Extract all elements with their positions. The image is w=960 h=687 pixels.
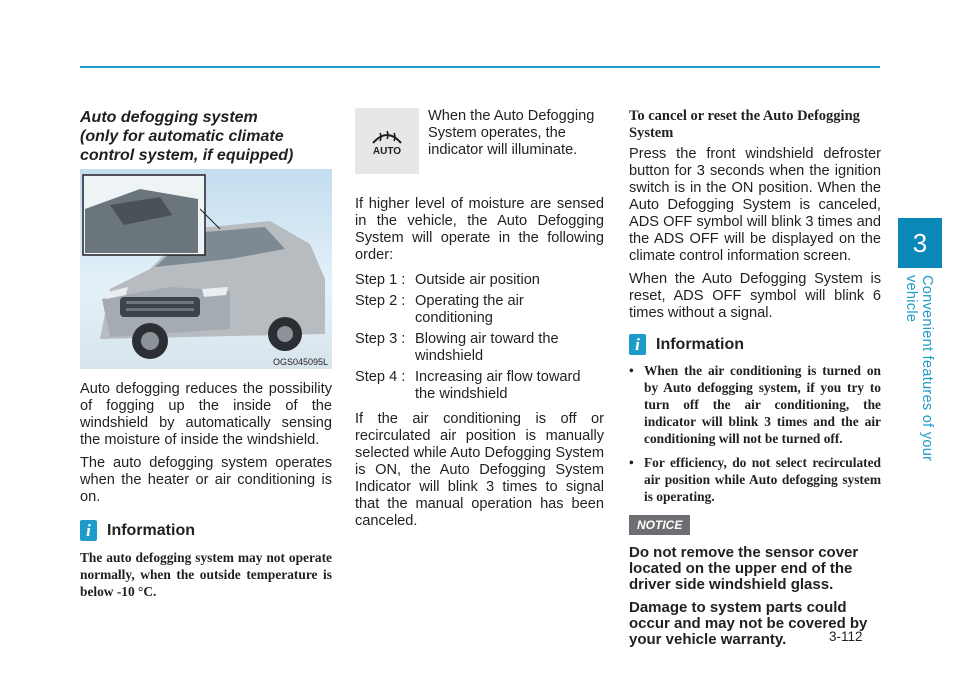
car-image bbox=[80, 169, 332, 369]
paragraph: Auto defogging reduces the possibility of fogging up the inside of the windshield by automatically sensing the moisture of inside the windshield. bbox=[80, 381, 332, 448]
middle-column bbox=[355, 108, 604, 536]
information-title: Information bbox=[107, 521, 195, 539]
right-column bbox=[629, 108, 881, 655]
section-heading bbox=[80, 108, 332, 165]
heading-line: (only for automatic climate bbox=[80, 128, 284, 145]
section-heading: To cancel or reset the Auto Defogging System bbox=[629, 108, 860, 141]
step-text: Increasing air flow toward the windshield bbox=[415, 369, 581, 402]
chapter-tab: 3 bbox=[898, 218, 942, 268]
info-bullet: • When the air conditioning is turned on by Auto defogging system, if you try to turn off the air conditioning, the indicator will blink 3 times and the air conditioning will not be turned off. bbox=[629, 362, 881, 447]
page-number: 3-112 bbox=[829, 629, 863, 644]
step-text: Outside air position bbox=[415, 272, 540, 288]
paragraph: When the Auto Defogging System is reset, ADS OFF symbol will blink 6 times without a signal. bbox=[629, 271, 881, 321]
indicator-description: When the Auto Defogging System operates, the indicator will illuminate. bbox=[428, 108, 595, 158]
suv-illustration bbox=[80, 169, 332, 369]
information-heading bbox=[629, 334, 881, 355]
indicator-row bbox=[355, 108, 604, 178]
paragraph: The auto defogging system operates when the heater or air conditioning is on. bbox=[80, 455, 332, 505]
notice-text: Damage to system parts could occur and may not be covered by your vehicle warranty. bbox=[629, 599, 868, 648]
step-item bbox=[355, 331, 604, 365]
auto-defog-indicator bbox=[355, 108, 419, 174]
windshield-defog-icon bbox=[370, 125, 404, 145]
step-text: Blowing air toward the windshield bbox=[415, 331, 559, 364]
info-icon: i bbox=[629, 334, 646, 355]
paragraph: If the air conditioning is off or recirculated air position is manually selected while Auto Defogging System is ON, the Auto Defogging System Indicator will blink 3 times to signal that the manual operation has been canceled. bbox=[355, 411, 604, 529]
information-title: Information bbox=[656, 335, 744, 353]
step-number: Step 1 : bbox=[355, 272, 406, 288]
chapter-title: Convenient features of your vehicle bbox=[903, 275, 935, 462]
left-column-text bbox=[80, 381, 332, 600]
info-bullet: • For efficiency, do not select recirculated air position while Auto defogging system is operating. bbox=[629, 454, 881, 505]
paragraph: If higher level of moisture are sensed in the vehicle, the Auto Defogging System will operate in the following order: bbox=[355, 196, 604, 263]
step-item bbox=[355, 293, 604, 327]
step-item bbox=[355, 272, 604, 289]
image-code: OGS045095L bbox=[272, 357, 328, 367]
step-number: Step 4 : bbox=[355, 369, 406, 385]
heading-line: control system, if equipped) bbox=[80, 147, 294, 164]
heading-line: Auto defogging system bbox=[80, 109, 258, 126]
paragraph: Press the front windshield defroster button for 3 seconds when the ignition switch is in the ON position. When the Auto Defogging System is canceled, ADS OFF symbol will blink 3 times and the ADS OFF will be displayed on the climate control information screen. bbox=[629, 146, 881, 264]
information-text: The auto defogging system may not operate normally, when the outside temperature is below -10 °C. bbox=[80, 550, 332, 599]
steps-list bbox=[355, 272, 604, 403]
step-number: Step 3 : bbox=[355, 331, 406, 347]
step-item bbox=[355, 369, 604, 403]
indicator-label: AUTO bbox=[372, 146, 402, 157]
notice-label: NOTICE bbox=[629, 515, 690, 535]
notice-text: Do not remove the sensor cover located on the upper end of the driver side windshield glass. bbox=[629, 544, 859, 593]
step-number: Step 2 : bbox=[355, 293, 406, 309]
step-text: Operating the air conditioning bbox=[415, 293, 524, 326]
header-rule bbox=[80, 66, 880, 68]
notice-box bbox=[629, 515, 881, 535]
information-heading bbox=[80, 520, 332, 541]
info-icon: i bbox=[80, 520, 97, 541]
